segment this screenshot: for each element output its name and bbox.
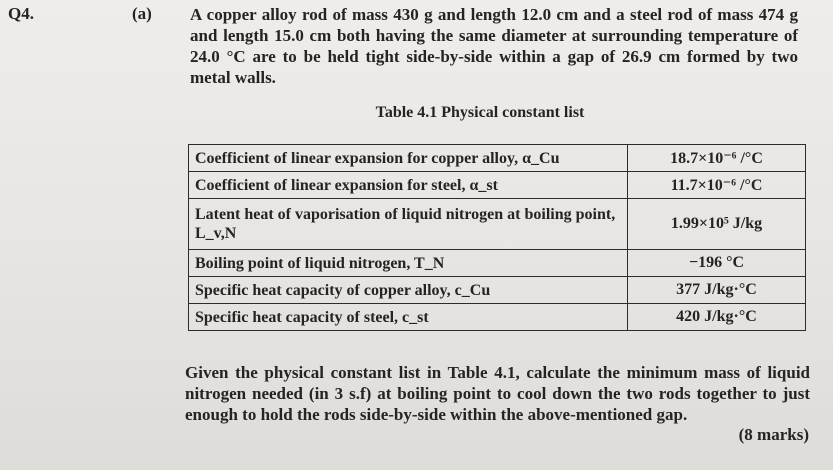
constant-value: 11.7×10⁻⁶ /°C xyxy=(628,172,806,199)
constant-value: −196 °C xyxy=(628,250,806,277)
constant-name: Specific heat capacity of steel, c_st xyxy=(189,304,628,331)
table-row xyxy=(189,145,806,172)
question-part: (a) xyxy=(132,4,152,23)
physical-constants-table xyxy=(188,144,806,331)
constant-name: Latent heat of vaporisation of liquid nitrogen at boiling point, L_v,N xyxy=(189,199,628,250)
table-row xyxy=(189,304,806,331)
table-row xyxy=(189,250,806,277)
table-row xyxy=(189,277,806,304)
question-intro: A copper alloy rod of mass 430 g and length 12.0 cm and a steel rod of mass 474 g and length 15.0 cm both having the same diameter at surrounding temperature of 24.0 °C are to be held tight side-by-side within a gap of 26.9 cm formed by two metal walls. xyxy=(190,5,798,87)
constant-value: 18.7×10⁻⁶ /°C xyxy=(628,145,806,172)
constant-name: Coefficient of linear expansion for steel, α_st xyxy=(189,172,628,199)
table-row xyxy=(189,199,806,250)
marks-allocation: (8 marks) xyxy=(738,425,809,444)
table-title: Table 4.1 Physical constant list xyxy=(375,104,585,121)
constant-value: 1.99×10⁵ J/kg xyxy=(628,199,806,250)
question-task: Given the physical constant list in Table 4.1, calculate the minimum mass of liquid nitrogen needed (in 3 s.f) at boiling point to cool down the two rods together to just enough to hold the rods side-by-side within the above-mentioned gap. xyxy=(185,363,810,424)
table-row xyxy=(189,172,806,199)
constant-name: Boiling point of liquid nitrogen, T_N xyxy=(189,250,628,277)
constant-value: 420 J/kg·°C xyxy=(628,304,806,331)
constant-name: Specific heat capacity of copper alloy, c_Cu xyxy=(189,277,628,304)
constant-value: 377 J/kg·°C xyxy=(628,277,806,304)
constant-name: Coefficient of linear expansion for copper alloy, α_Cu xyxy=(189,145,628,172)
question-number: Q4. xyxy=(8,4,34,23)
